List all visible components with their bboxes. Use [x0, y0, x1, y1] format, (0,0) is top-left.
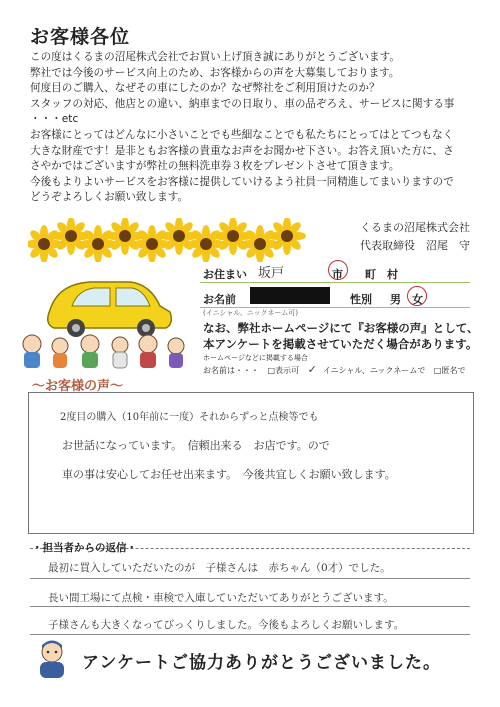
- redacted-name: [250, 287, 330, 304]
- sunflower-illustration: [28, 218, 308, 262]
- notice-line: 本アンケートを掲載させていただく場合があります。: [203, 337, 478, 351]
- male-option: 男: [390, 293, 401, 306]
- thanks-message: アンケートご協力ありがとうございました。: [82, 653, 441, 673]
- intro-line: 今後もよりよいサービスをお客様に提供していけるよう社員一同精進してまいりますので: [30, 175, 454, 188]
- voice-handwritten-line: 2度目の購入（10年前に一度）それからずっと点検等でも: [60, 412, 319, 423]
- company-name: くるまの沼尾株式会社: [360, 221, 470, 234]
- reply-handwritten-line: 長い間工場にて点検・車検で入庫していただいてありがとうございます。: [48, 592, 394, 604]
- sunflower-icon: [241, 225, 279, 262]
- name-label: お名前: [203, 293, 236, 306]
- checkmark-icon: ✓: [307, 363, 317, 376]
- intro-line: さやかではございますが弊社の無料洗車券３枚をプレゼントさせて頂きます。: [30, 160, 400, 173]
- notice-line: なお、弊社ホームページにて『お客様の声』として、: [203, 321, 479, 335]
- options-label: お名前は・・・: [203, 366, 259, 375]
- sunflower-icon: [268, 218, 306, 255]
- intro-line: ・・・etc: [30, 113, 79, 126]
- options-heading: ホームページなどに掲載する場合: [203, 354, 308, 362]
- city-label: 市: [332, 268, 343, 281]
- sunflower-icon: [187, 225, 225, 262]
- reply-handwritten-line: 子様さんも大きくなってびっくりしました。今後もよろしくお願いします。: [48, 619, 405, 631]
- publication-notice: [203, 320, 479, 352]
- reply-rule: [30, 634, 470, 635]
- page-title: お客様各位: [30, 26, 131, 48]
- voice-section-title: ～お客様の声～: [32, 379, 124, 394]
- name-sub-note: (イニシャル、ニックネーム可): [203, 309, 299, 317]
- voice-handwritten-line: 車の事は安心してお任せ出来ます。 今後共宜しくお願い致します。: [62, 468, 396, 481]
- sunflower-icon: [52, 218, 90, 255]
- intro-line: 何度目のご購入、なぜその車にしたのか？なぜ弊社をご利用頂けたのか？: [30, 82, 380, 95]
- sunflower-icon: [160, 218, 198, 255]
- intro-text: [30, 50, 482, 206]
- sunflower-icon: [79, 225, 117, 262]
- reply-rule: [30, 606, 470, 607]
- intro-line: どうぞよろしくお願い致します。: [30, 191, 189, 204]
- name-row: [200, 287, 470, 308]
- staff-illustration: [30, 636, 74, 680]
- intro-line: この度はくるまの沼尾株式会社でお買い上げ頂き誠にありがとうございます。: [30, 51, 400, 63]
- intro-line: 弊社では今後のサービス向上のため、お客様からの声を大募集しております。: [30, 66, 400, 79]
- intro-line: スタッフの対応、他店との違い、納車までの日取り、車の品ぞろえ、サービスに関する事: [30, 97, 455, 110]
- intro-line: お客様にとってはどんなに小さいことでも些細なことでも私たちにとってはとてつもなく: [30, 128, 454, 141]
- sunflower-icon: [214, 218, 252, 255]
- female-option: 女: [412, 293, 423, 306]
- address-row: [200, 262, 470, 283]
- company-representative: 代表取締役 沼尾 守: [360, 239, 470, 252]
- car-illustration: [10, 262, 195, 372]
- address-handwritten: 坂戸: [258, 266, 285, 281]
- sunflower-icon: [28, 225, 63, 262]
- option-initials: イニシャル、ニックネームで: [322, 366, 426, 375]
- company-signature: [360, 219, 470, 255]
- option-display-ok: □表示可: [267, 366, 300, 375]
- option-anonymous: □匿名で: [433, 366, 466, 375]
- sunflower-icon: [106, 218, 144, 255]
- gender-label: 性別: [350, 293, 372, 306]
- reply-section-title: ・担当者からの返信・: [32, 542, 137, 554]
- village-label: 町 村: [365, 268, 398, 281]
- address-label: お住まい: [203, 268, 247, 281]
- reply-rule: [30, 578, 470, 579]
- sunflower-icon: [133, 225, 171, 262]
- voice-handwritten-line: お世話になっています。 信頼出来る お店です。ので: [62, 439, 330, 452]
- name-display-options: [203, 363, 471, 376]
- reply-handwritten-line: 最初に買入していただいたのが 子様さんは 赤ちゃん（0才）でした。: [48, 562, 391, 574]
- intro-line: 大きな財産です！是非ともお客様の貴重なお声をお聞かせ下さい。お答え頂いた方に、さ: [30, 144, 454, 157]
